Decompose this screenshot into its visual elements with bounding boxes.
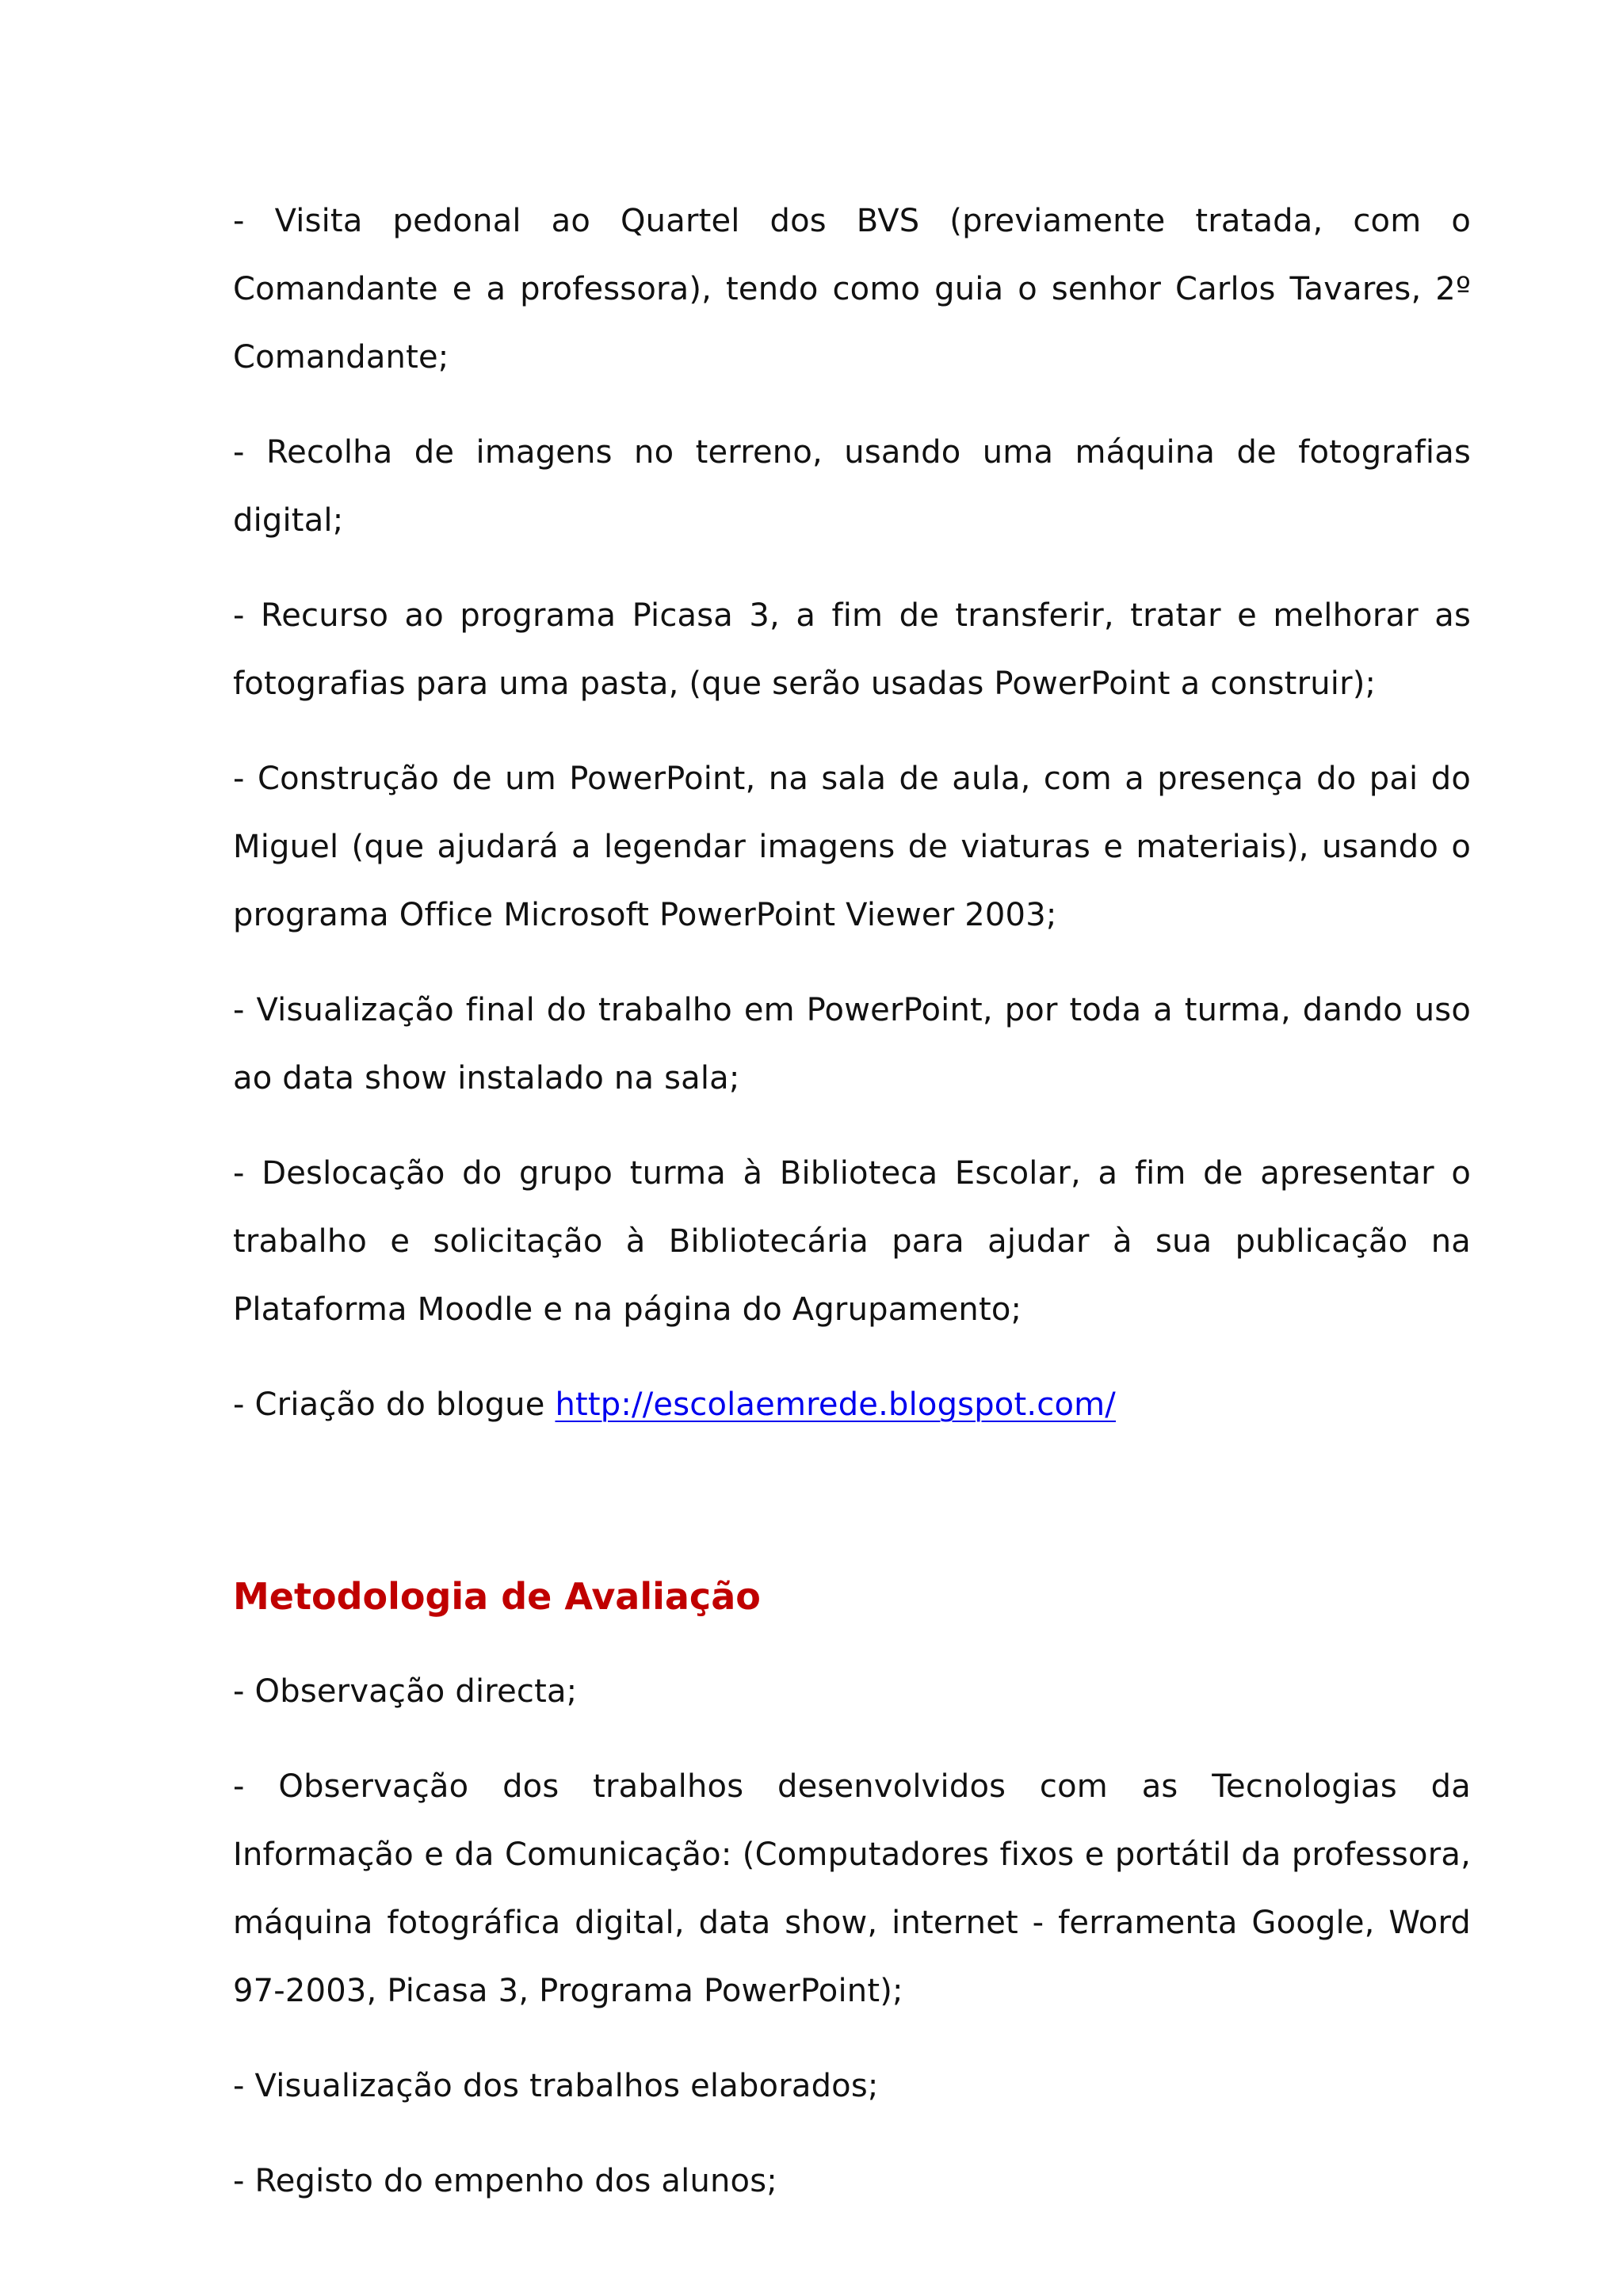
blog-link[interactable]: http://escolaemrede.blogspot.com/ xyxy=(555,1386,1116,1423)
paragraph-construcao: - Construção de um PowerPoint, na sala de aula, com a presença do pai do Miguel (que ajudará a legendar imagens de viaturas e materiais), usando o programa Office Microsoft PowerPoint Viewer 2003; xyxy=(233,761,1471,933)
paragraph-blog xyxy=(233,1371,1471,1439)
paragraph-deslocacao: - Deslocação do grupo turma à Biblioteca Escolar, a fim de apresentar o trabalho e solicitação à Bibliotecária para ajudar à sua publicação na Plataforma Moodle e na página do Agrupamento; xyxy=(233,1155,1471,1328)
paragraph-visualizacao-final: - Visualização final do trabalho em PowerPoint, por toda a turma, dando uso ao data show instalado na sala; xyxy=(233,992,1471,1097)
evaluation-item: - Registo do empenho dos alunos; xyxy=(233,2163,777,2199)
evaluation-item: - Visualização dos trabalhos elaborados; xyxy=(233,2068,879,2104)
section-heading: Metodologia de Avaliação xyxy=(233,1575,761,1618)
evaluation-item: - Observação dos trabalhos desenvolvidos com as Tecnologias da Informação e da Comunicação: (Computadores fixos e portátil da professora, máquina fotográfica digital, data show, internet - ferramenta Google, Word 97-2003, Picasa 3, Programa PowerPoint); xyxy=(233,1768,1471,2009)
blog-prefix: - Criação do blogue xyxy=(233,1386,556,1423)
paragraph-recurso: - Recurso ao programa Picasa 3, a fim de transferir, tratar e melhorar as fotografias para uma pasta, (que serão usadas PowerPoint a construir); xyxy=(233,597,1471,702)
paragraph-visita: - Visita pedonal ao Quartel dos BVS (previamente tratada, com o Comandante e a professora), tendo como guia o senhor Carlos Tavares, 2º Comandante; xyxy=(233,203,1471,376)
evaluation-item: - Observação directa; xyxy=(233,1673,578,1710)
paragraph-recolha: - Recolha de imagens no terreno, usando uma máquina de fotografias digital; xyxy=(233,434,1471,539)
document-content xyxy=(233,187,1471,2242)
